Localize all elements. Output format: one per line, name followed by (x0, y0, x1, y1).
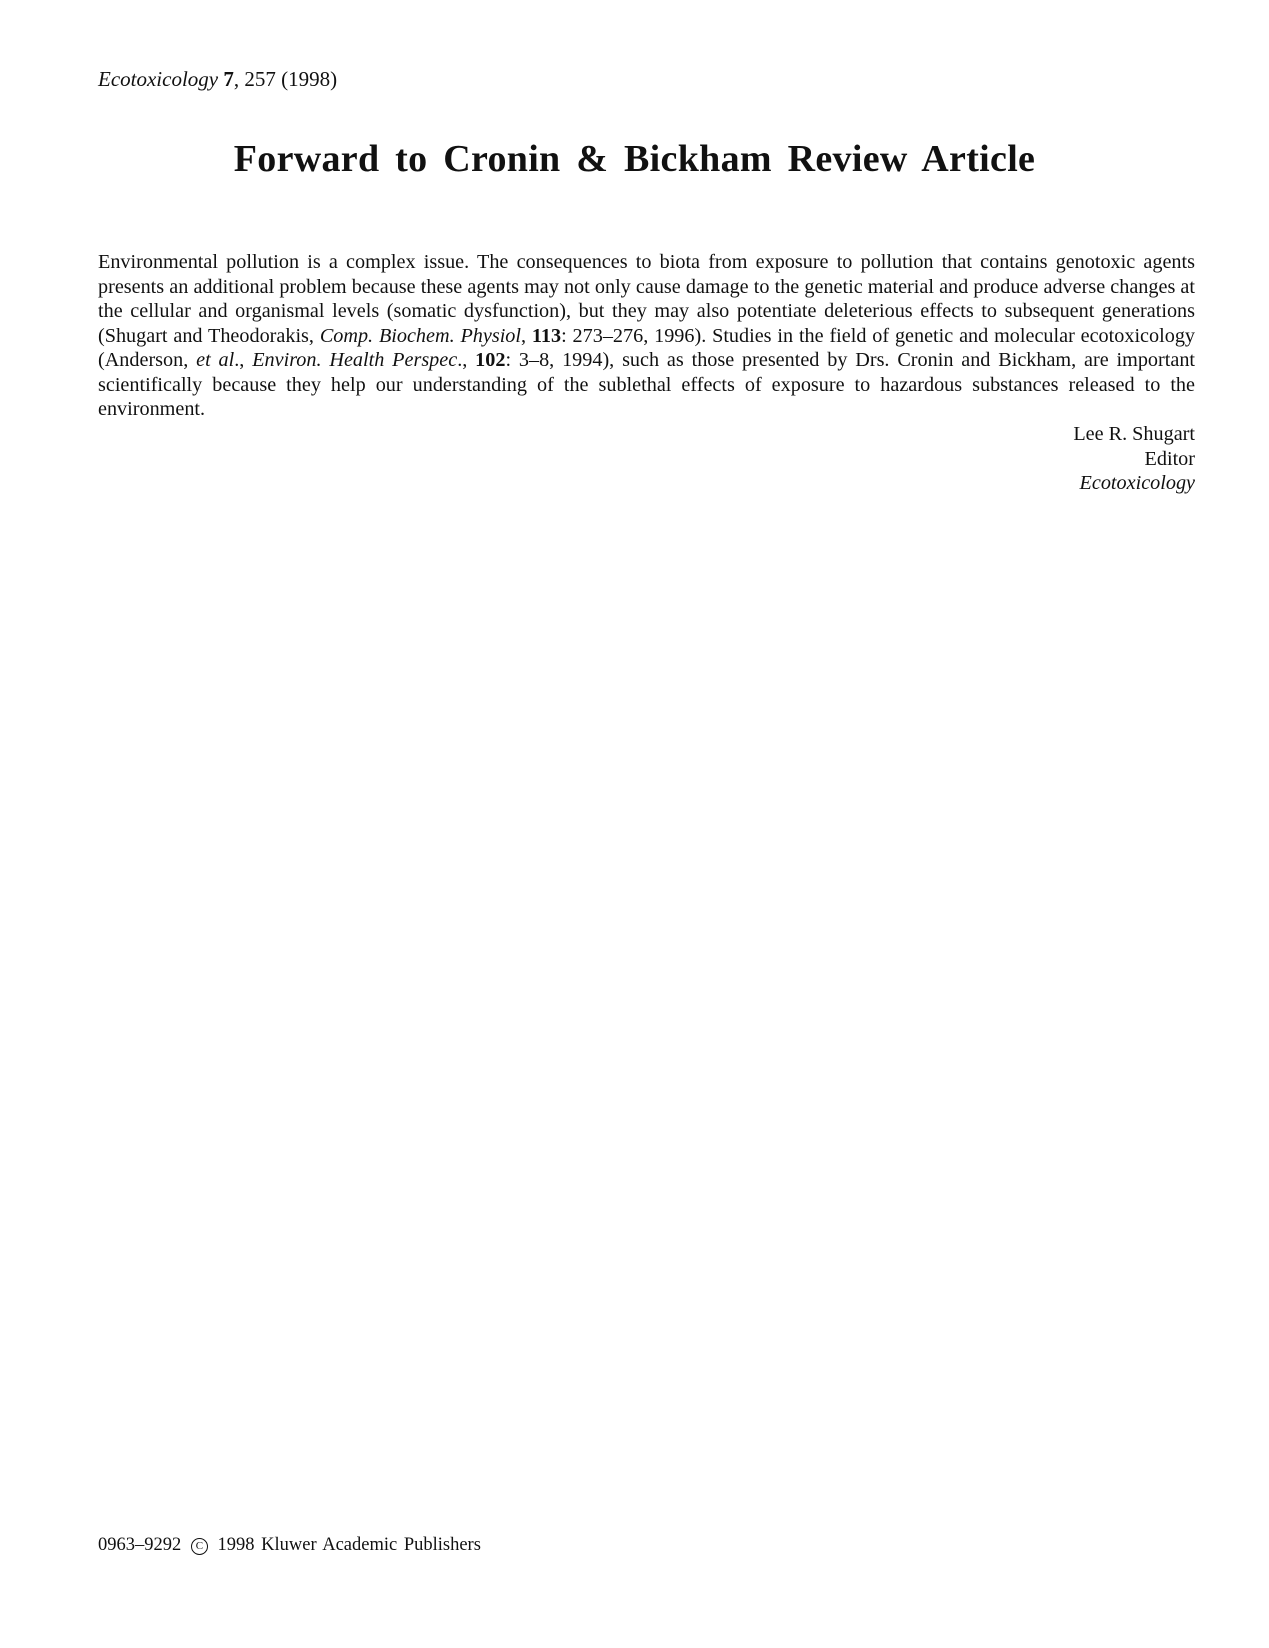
body-paragraph (98, 250, 1195, 422)
ref1-volume: 113 (531, 324, 562, 347)
ref2-volume: 102 (475, 349, 506, 371)
article-title (0, 136, 1269, 182)
header-volume: 7 (223, 67, 234, 91)
ref2-separator-2: ., (457, 349, 476, 371)
header-journal-name: Ecotoxicology (98, 67, 219, 91)
signature-name: Lee R. Shugart (1073, 423, 1195, 445)
ref2-journal: Environ. Health Perspec (252, 349, 458, 371)
ref2-separator: ., (234, 349, 253, 371)
ref1-journal: Comp. Biochem. Physiol (319, 324, 522, 347)
footer-publisher: 1998 Kluwer Academic Publishers (217, 1535, 481, 1555)
signature-role: Editor (1144, 447, 1195, 470)
signature-block (1073, 422, 1195, 496)
copyright-icon: C (191, 1538, 208, 1555)
footer-issn: 0963–9292 (98, 1535, 182, 1555)
copyright-footer (98, 1533, 481, 1557)
ref1-pages: : 273–276, 1996). Studies in the field of genetic and molecular ecotoxicology (Anderson, (98, 324, 1196, 371)
ref2-pages: : 3–8, 1994), such as those presented by Drs. Cronin and Bickham, are important scientifically because they help our understanding of the sublethal effects of exposure to hazardous substances released to the environment. (98, 349, 1196, 420)
article-title-text: Forward to Cronin & Bickham Review Article (233, 138, 1036, 180)
signature-journal: Ecotoxicology (1079, 472, 1195, 494)
ref1-separator: , (521, 324, 532, 347)
ref2-etal: et al (196, 349, 235, 371)
running-header (98, 66, 337, 92)
header-pages-year: , 257 (1998) (233, 67, 338, 91)
body-text-part-1: Environmental pollution is a complex issue. The consequences to biota from exposure to pollution that contains genotoxic agents presents an additional problem because these agents may not only cause damage to the genetic material and produce adverse changes at the cellular and organismal levels (somatic dysfunction), but they may also potentiate deleterious effects to subsequent generations (Shugart and Theodorakis, (98, 251, 1195, 347)
